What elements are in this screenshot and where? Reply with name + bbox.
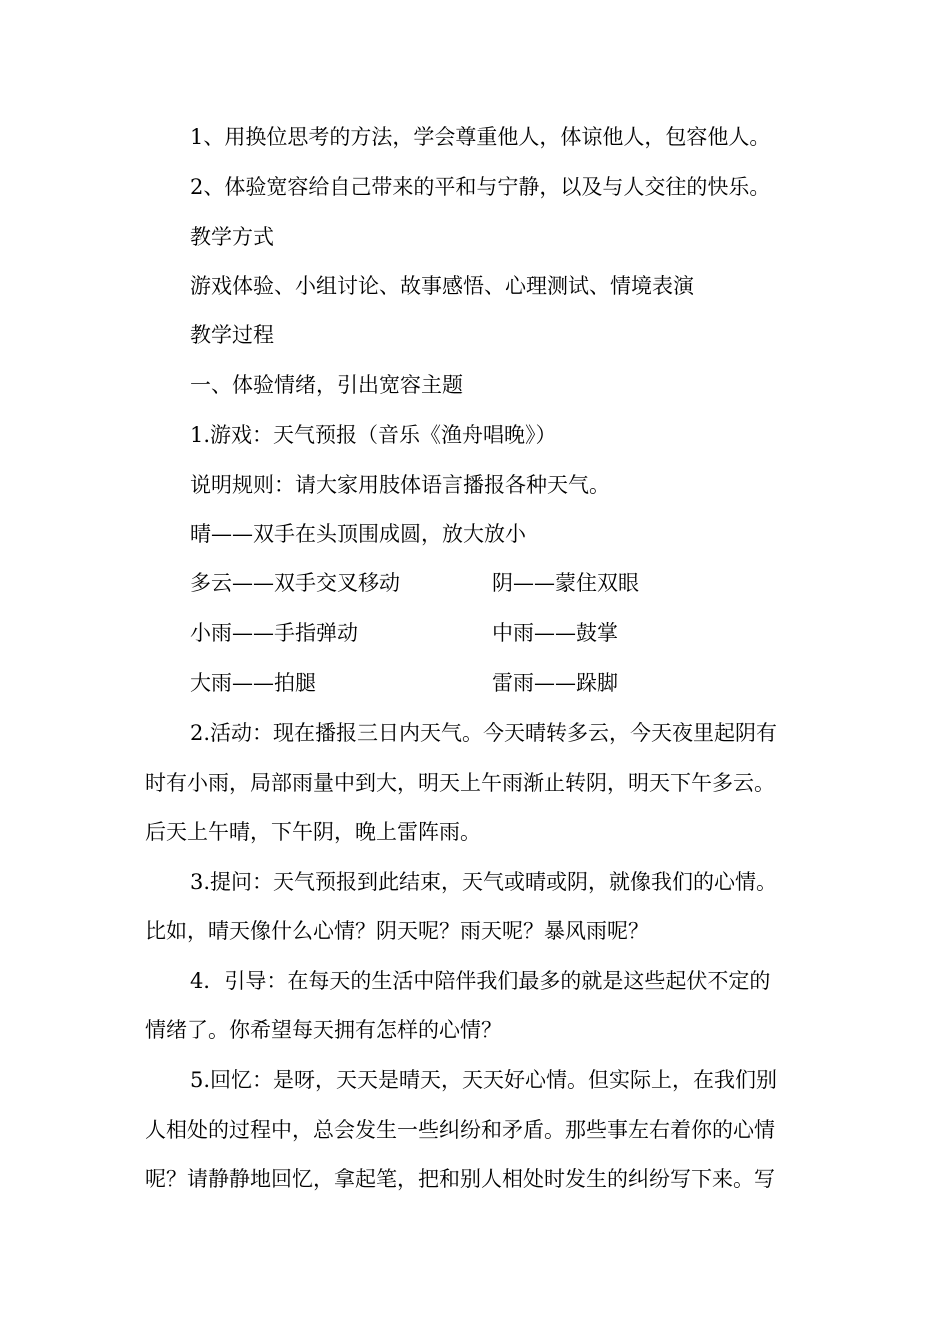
guide-line-1: 4．引导：在每天的生活中陪伴我们最多的就是这些起伏不定的 bbox=[190, 969, 771, 993]
section1-heading: 一、体验情绪，引出宽容主题 bbox=[190, 373, 463, 397]
weather-light-rain: 小雨——手指弹动 bbox=[190, 621, 358, 645]
weather-cloudy: 多云——双手交叉移动 bbox=[190, 571, 400, 595]
recall-line-1: 5.回忆：是呀，天天是晴天，天天好心情。但实际上，在我们别 bbox=[190, 1068, 778, 1092]
question-line-1: 3.提问：天气预报到此结束，天气或晴或阴，就像我们的心情。 bbox=[190, 870, 778, 894]
objective-1: 1、用换位思考的方法，学会尊重他人，体谅他人，包容他人。 bbox=[190, 125, 771, 149]
game-title: 1.游戏：天气预报（音乐《渔舟唱晚》） bbox=[190, 423, 557, 447]
method-text: 游戏体验、小组讨论、故事感悟、心理测试、情境表演 bbox=[190, 274, 694, 298]
weather-moderate-rain: 中雨——鼓掌 bbox=[492, 621, 618, 645]
weather-heavy-rain: 大雨——拍腿 bbox=[190, 671, 316, 695]
process-heading: 教学过程 bbox=[190, 323, 274, 347]
weather-thunderstorm: 雷雨——跺脚 bbox=[492, 671, 618, 695]
objective-2: 2、体验宽容给自己带来的平和与宁静，以及与人交往的快乐。 bbox=[190, 175, 771, 199]
weather-sunny: 晴——双手在头顶围成圆，放大放小 bbox=[190, 522, 526, 546]
question-line-2: 比如，晴天像什么心情？阴天呢？雨天呢？暴风雨呢？ bbox=[145, 919, 649, 943]
weather-overcast: 阴——蒙住双眼 bbox=[492, 571, 639, 595]
method-heading: 教学方式 bbox=[190, 225, 274, 249]
guide-line-2: 情绪了。你希望每天拥有怎样的心情？ bbox=[145, 1018, 502, 1042]
activity-line-3: 后天上午晴，下午阴，晚上雷阵雨。 bbox=[145, 820, 481, 844]
recall-line-2: 人相处的过程中，总会发生一些纠纷和矛盾。那些事左右着你的心情 bbox=[145, 1118, 775, 1142]
rules-text: 说明规则：请大家用肢体语言播报各种天气。 bbox=[190, 473, 610, 497]
activity-line-2: 时有小雨，局部雨量中到大，明天上午雨渐止转阴，明天下午多云。 bbox=[145, 771, 775, 795]
activity-line-1: 2.活动：现在播报三日内天气。今天晴转多云，今天夜里起阴有 bbox=[190, 721, 778, 745]
recall-line-3: 呢？请静静地回忆，拿起笔，把和别人相处时发生的纠纷写下来。写 bbox=[145, 1167, 775, 1191]
